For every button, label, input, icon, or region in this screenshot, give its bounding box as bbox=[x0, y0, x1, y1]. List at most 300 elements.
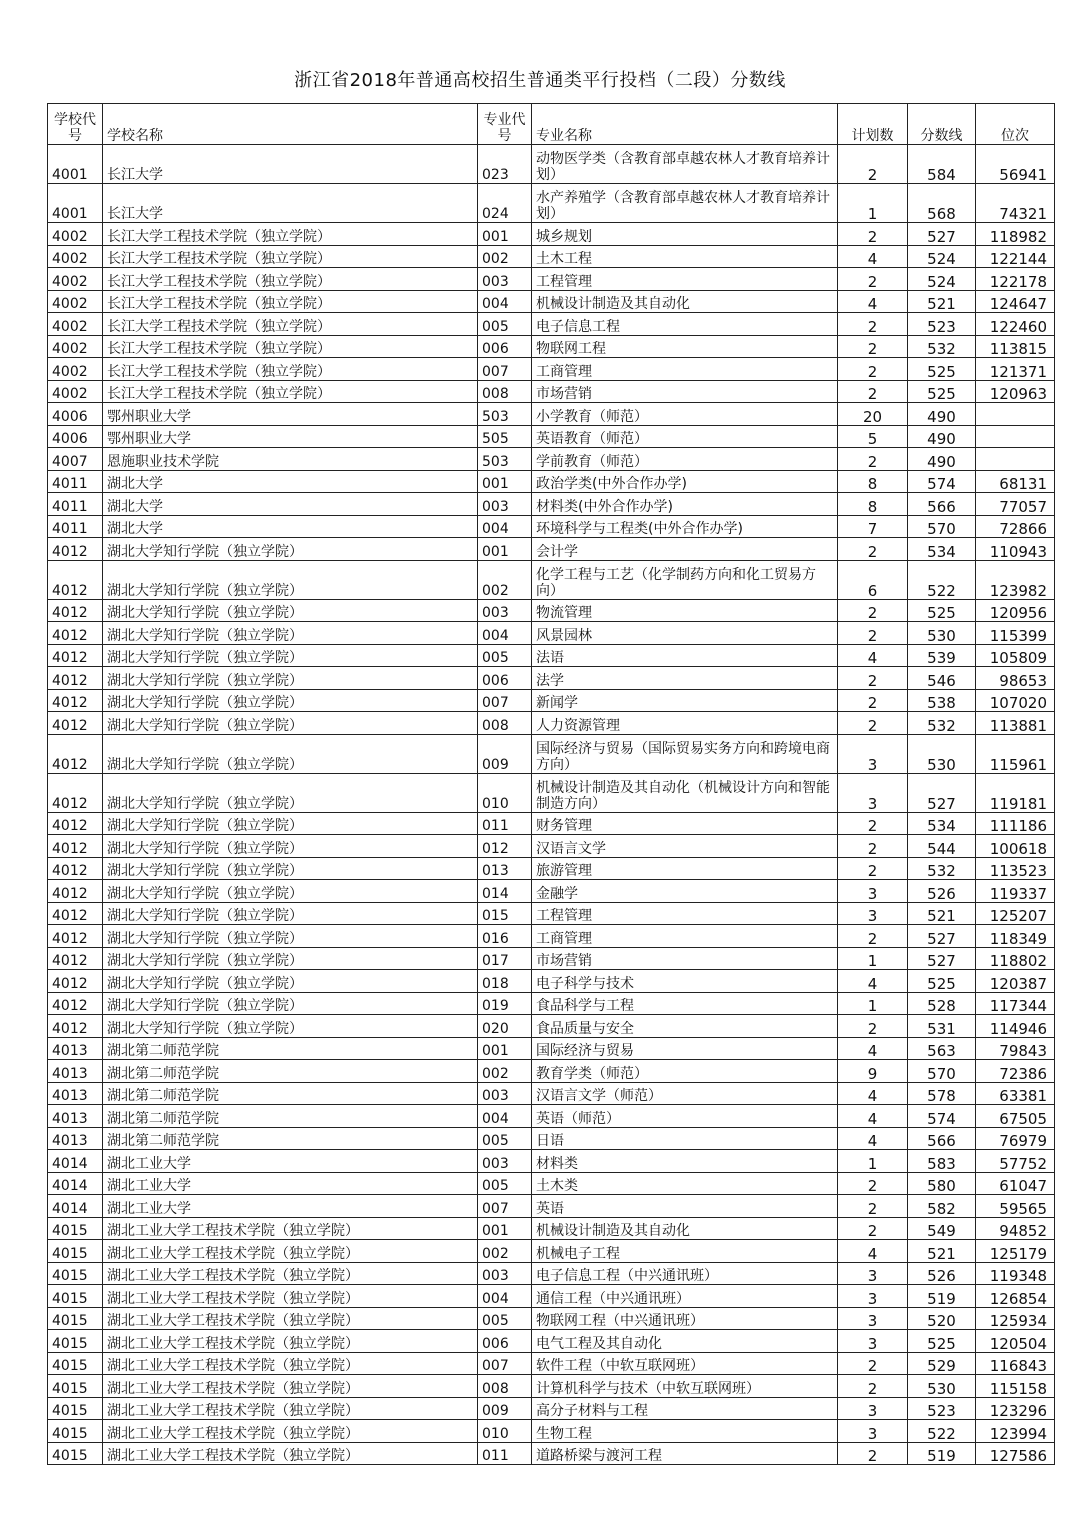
cell-major-code: 005 bbox=[478, 644, 532, 667]
cell-major-code: 004 bbox=[478, 622, 532, 645]
table-row bbox=[48, 335, 1055, 358]
cell-plan: 3 bbox=[838, 1307, 908, 1330]
cell-plan: 1 bbox=[838, 1150, 908, 1173]
cell-plan: 9 bbox=[838, 1060, 908, 1083]
cell-school-name: 湖北大学知行学院（独立学院） bbox=[103, 538, 478, 561]
cell-plan: 6 bbox=[838, 560, 908, 599]
cell-plan: 2 bbox=[838, 1375, 908, 1398]
cell-major-code: 004 bbox=[478, 1285, 532, 1308]
cell-school-name: 湖北工业大学工程技术学院（独立学院） bbox=[103, 1330, 478, 1353]
table-row bbox=[48, 1172, 1055, 1195]
cell-major-code: 010 bbox=[478, 1420, 532, 1443]
cell-school-code: 4012 bbox=[48, 1015, 103, 1038]
cell-major-name: 工程管理 bbox=[532, 268, 838, 291]
cell-major-code: 001 bbox=[478, 1037, 532, 1060]
cell-major-name: 食品质量与安全 bbox=[532, 1015, 838, 1038]
cell-score: 538 bbox=[908, 689, 976, 712]
cell-plan: 3 bbox=[838, 734, 908, 773]
cell-school-name: 湖北大学知行学院（独立学院） bbox=[103, 599, 478, 622]
cell-major-name: 物联网工程（中兴通讯班） bbox=[532, 1307, 838, 1330]
cell-score: 522 bbox=[908, 560, 976, 599]
cell-rank: 113815 bbox=[976, 335, 1055, 358]
cell-school-code: 4012 bbox=[48, 667, 103, 690]
cell-school-code: 4015 bbox=[48, 1307, 103, 1330]
table-row bbox=[48, 1037, 1055, 1060]
cell-plan: 2 bbox=[838, 925, 908, 948]
cell-score: 566 bbox=[908, 493, 976, 516]
cell-school-name: 湖北工业大学工程技术学院（独立学院） bbox=[103, 1397, 478, 1420]
cell-plan: 1 bbox=[838, 992, 908, 1015]
cell-major-name: 通信工程（中兴通讯班） bbox=[532, 1285, 838, 1308]
cell-rank: 122460 bbox=[976, 313, 1055, 336]
cell-school-code: 4015 bbox=[48, 1285, 103, 1308]
cell-rank: 63381 bbox=[976, 1082, 1055, 1105]
cell-major-code: 003 bbox=[478, 493, 532, 516]
table-row bbox=[48, 857, 1055, 880]
cell-plan: 3 bbox=[838, 773, 908, 812]
table-row bbox=[48, 268, 1055, 291]
cell-major-name: 工商管理 bbox=[532, 925, 838, 948]
cell-rank: 119348 bbox=[976, 1262, 1055, 1285]
cell-score: 524 bbox=[908, 245, 976, 268]
cell-plan: 2 bbox=[838, 1172, 908, 1195]
cell-school-code: 4002 bbox=[48, 335, 103, 358]
cell-rank bbox=[976, 425, 1055, 448]
cell-school-name: 湖北大学 bbox=[103, 515, 478, 538]
cell-major-name: 市场营销 bbox=[532, 380, 838, 403]
cell-major-code: 004 bbox=[478, 290, 532, 313]
cell-school-code: 4002 bbox=[48, 380, 103, 403]
cell-school-name: 湖北大学知行学院（独立学院） bbox=[103, 560, 478, 599]
cell-rank: 122144 bbox=[976, 245, 1055, 268]
cell-school-code: 4015 bbox=[48, 1240, 103, 1263]
cell-rank: 117344 bbox=[976, 992, 1055, 1015]
cell-score: 530 bbox=[908, 622, 976, 645]
table-row bbox=[48, 515, 1055, 538]
cell-rank: 118982 bbox=[976, 223, 1055, 246]
cell-school-code: 4015 bbox=[48, 1442, 103, 1465]
table-row bbox=[48, 1352, 1055, 1375]
cell-rank: 113881 bbox=[976, 712, 1055, 735]
table-row bbox=[48, 223, 1055, 246]
table-row bbox=[48, 425, 1055, 448]
cell-school-name: 湖北第二师范学院 bbox=[103, 1105, 478, 1128]
cell-score: 546 bbox=[908, 667, 976, 690]
cell-major-name: 市场营销 bbox=[532, 947, 838, 970]
cell-major-code: 009 bbox=[478, 734, 532, 773]
cell-school-name: 湖北大学知行学院（独立学院） bbox=[103, 992, 478, 1015]
cell-major-code: 001 bbox=[478, 470, 532, 493]
cell-school-name: 湖北工业大学 bbox=[103, 1150, 478, 1173]
cell-score: 566 bbox=[908, 1127, 976, 1150]
cell-score: 531 bbox=[908, 1015, 976, 1038]
cell-plan: 3 bbox=[838, 1397, 908, 1420]
table-row bbox=[48, 1060, 1055, 1083]
cell-score: 578 bbox=[908, 1082, 976, 1105]
cell-school-code: 4013 bbox=[48, 1037, 103, 1060]
cell-major-name: 机械电子工程 bbox=[532, 1240, 838, 1263]
cell-major-code: 018 bbox=[478, 970, 532, 993]
cell-major-code: 002 bbox=[478, 245, 532, 268]
table-row bbox=[48, 812, 1055, 835]
cell-rank: 105809 bbox=[976, 644, 1055, 667]
cell-major-name: 英语 bbox=[532, 1195, 838, 1218]
cell-plan: 2 bbox=[838, 538, 908, 561]
cell-major-code: 005 bbox=[478, 313, 532, 336]
cell-plan: 2 bbox=[838, 599, 908, 622]
cell-plan: 2 bbox=[838, 622, 908, 645]
cell-major-name: 风景园林 bbox=[532, 622, 838, 645]
cell-rank: 125934 bbox=[976, 1307, 1055, 1330]
cell-major-name: 新闻学 bbox=[532, 689, 838, 712]
cell-school-code: 4001 bbox=[48, 145, 103, 184]
header-score: 分数线 bbox=[908, 104, 976, 145]
cell-score: 521 bbox=[908, 1240, 976, 1263]
cell-school-code: 4012 bbox=[48, 835, 103, 858]
cell-plan: 2 bbox=[838, 268, 908, 291]
cell-score: 582 bbox=[908, 1195, 976, 1218]
cell-plan: 2 bbox=[838, 667, 908, 690]
cell-major-code: 007 bbox=[478, 358, 532, 381]
cell-rank: 61047 bbox=[976, 1172, 1055, 1195]
cell-major-code: 008 bbox=[478, 1375, 532, 1398]
cell-major-name: 学前教育（师范） bbox=[532, 448, 838, 471]
cell-score: 583 bbox=[908, 1150, 976, 1173]
table-row bbox=[48, 880, 1055, 903]
cell-major-name: 机械设计制造及其自动化 bbox=[532, 1217, 838, 1240]
cell-school-name: 湖北大学 bbox=[103, 493, 478, 516]
cell-school-code: 4012 bbox=[48, 734, 103, 773]
cell-major-code: 016 bbox=[478, 925, 532, 948]
cell-major-code: 024 bbox=[478, 184, 532, 223]
cell-score: 521 bbox=[908, 902, 976, 925]
cell-score: 574 bbox=[908, 1105, 976, 1128]
cell-major-name: 材料类 bbox=[532, 1150, 838, 1173]
admission-score-table bbox=[47, 103, 1055, 1465]
cell-major-code: 003 bbox=[478, 268, 532, 291]
cell-school-name: 长江大学工程技术学院（独立学院） bbox=[103, 335, 478, 358]
cell-rank: 77057 bbox=[976, 493, 1055, 516]
cell-school-name: 湖北工业大学工程技术学院（独立学院） bbox=[103, 1420, 478, 1443]
header-plan: 计划数 bbox=[838, 104, 908, 145]
table-row bbox=[48, 1262, 1055, 1285]
cell-school-name: 湖北工业大学工程技术学院（独立学院） bbox=[103, 1262, 478, 1285]
cell-rank: 74321 bbox=[976, 184, 1055, 223]
cell-school-code: 4015 bbox=[48, 1262, 103, 1285]
cell-rank: 98653 bbox=[976, 667, 1055, 690]
cell-school-code: 4012 bbox=[48, 812, 103, 835]
cell-major-code: 003 bbox=[478, 1262, 532, 1285]
cell-school-name: 湖北大学知行学院（独立学院） bbox=[103, 622, 478, 645]
cell-major-code: 006 bbox=[478, 667, 532, 690]
cell-score: 521 bbox=[908, 290, 976, 313]
cell-rank: 94852 bbox=[976, 1217, 1055, 1240]
cell-school-name: 湖北大学知行学院（独立学院） bbox=[103, 773, 478, 812]
table-row bbox=[48, 667, 1055, 690]
table-row bbox=[48, 712, 1055, 735]
cell-school-code: 4014 bbox=[48, 1172, 103, 1195]
cell-major-code: 003 bbox=[478, 1082, 532, 1105]
cell-plan: 8 bbox=[838, 470, 908, 493]
cell-rank: 120387 bbox=[976, 970, 1055, 993]
cell-rank: 118349 bbox=[976, 925, 1055, 948]
cell-school-code: 4002 bbox=[48, 358, 103, 381]
cell-major-code: 003 bbox=[478, 1150, 532, 1173]
cell-school-code: 4014 bbox=[48, 1195, 103, 1218]
cell-score: 527 bbox=[908, 223, 976, 246]
cell-school-name: 长江大学工程技术学院（独立学院） bbox=[103, 290, 478, 313]
cell-plan: 3 bbox=[838, 1285, 908, 1308]
cell-major-code: 007 bbox=[478, 1195, 532, 1218]
table-row bbox=[48, 560, 1055, 599]
table-row bbox=[48, 689, 1055, 712]
cell-major-code: 002 bbox=[478, 1240, 532, 1263]
cell-school-name: 湖北大学 bbox=[103, 470, 478, 493]
cell-rank: 123982 bbox=[976, 560, 1055, 599]
cell-major-name: 机械设计制造及其自动化（机械设计方向和智能制造方向） bbox=[532, 773, 838, 812]
cell-rank: 118802 bbox=[976, 947, 1055, 970]
table-row bbox=[48, 448, 1055, 471]
cell-score: 520 bbox=[908, 1307, 976, 1330]
table-row bbox=[48, 1285, 1055, 1308]
cell-school-code: 4012 bbox=[48, 880, 103, 903]
cell-major-name: 水产养殖学（含教育部卓越农林人才教育培养计划） bbox=[532, 184, 838, 223]
cell-major-name: 化学工程与工艺（化学制药方向和化工贸易方向） bbox=[532, 560, 838, 599]
cell-major-code: 002 bbox=[478, 560, 532, 599]
cell-school-name: 湖北工业大学工程技术学院（独立学院） bbox=[103, 1285, 478, 1308]
cell-school-code: 4015 bbox=[48, 1397, 103, 1420]
table-row bbox=[48, 1105, 1055, 1128]
cell-score: 568 bbox=[908, 184, 976, 223]
cell-rank bbox=[976, 403, 1055, 426]
cell-school-code: 4002 bbox=[48, 223, 103, 246]
cell-plan: 4 bbox=[838, 1127, 908, 1150]
table-row bbox=[48, 1330, 1055, 1353]
cell-major-code: 014 bbox=[478, 880, 532, 903]
cell-school-code: 4012 bbox=[48, 925, 103, 948]
table-row bbox=[48, 773, 1055, 812]
cell-major-name: 土木类 bbox=[532, 1172, 838, 1195]
cell-rank: 100618 bbox=[976, 835, 1055, 858]
cell-plan: 2 bbox=[838, 358, 908, 381]
table-row bbox=[48, 947, 1055, 970]
cell-plan: 2 bbox=[838, 448, 908, 471]
table-row bbox=[48, 403, 1055, 426]
cell-school-code: 4012 bbox=[48, 644, 103, 667]
table-row bbox=[48, 245, 1055, 268]
cell-plan: 2 bbox=[838, 1217, 908, 1240]
table-row bbox=[48, 902, 1055, 925]
cell-school-name: 湖北大学知行学院（独立学院） bbox=[103, 689, 478, 712]
cell-school-code: 4006 bbox=[48, 403, 103, 426]
cell-school-name: 湖北第二师范学院 bbox=[103, 1082, 478, 1105]
cell-plan: 2 bbox=[838, 857, 908, 880]
cell-school-name: 长江大学工程技术学院（独立学院） bbox=[103, 313, 478, 336]
cell-major-name: 国际经济与贸易 bbox=[532, 1037, 838, 1060]
cell-rank: 116843 bbox=[976, 1352, 1055, 1375]
cell-major-name: 生物工程 bbox=[532, 1420, 838, 1443]
cell-major-code: 017 bbox=[478, 947, 532, 970]
cell-school-name: 湖北大学知行学院（独立学院） bbox=[103, 835, 478, 858]
cell-major-name: 城乡规划 bbox=[532, 223, 838, 246]
cell-plan: 2 bbox=[838, 1015, 908, 1038]
cell-rank: 114946 bbox=[976, 1015, 1055, 1038]
table-row bbox=[48, 622, 1055, 645]
cell-major-name: 高分子材料与工程 bbox=[532, 1397, 838, 1420]
cell-school-name: 湖北工业大学工程技术学院（独立学院） bbox=[103, 1375, 478, 1398]
cell-major-name: 金融学 bbox=[532, 880, 838, 903]
cell-major-code: 001 bbox=[478, 1217, 532, 1240]
cell-major-name: 旅游管理 bbox=[532, 857, 838, 880]
cell-rank: 57752 bbox=[976, 1150, 1055, 1173]
cell-school-name: 长江大学工程技术学院（独立学院） bbox=[103, 358, 478, 381]
table-row bbox=[48, 1195, 1055, 1218]
cell-score: 584 bbox=[908, 145, 976, 184]
cell-plan: 2 bbox=[838, 689, 908, 712]
cell-major-code: 505 bbox=[478, 425, 532, 448]
table-row bbox=[48, 290, 1055, 313]
cell-school-name: 长江大学工程技术学院（独立学院） bbox=[103, 245, 478, 268]
cell-rank: 127586 bbox=[976, 1442, 1055, 1465]
cell-school-name: 湖北大学知行学院（独立学院） bbox=[103, 902, 478, 925]
cell-school-name: 湖北大学知行学院（独立学院） bbox=[103, 644, 478, 667]
cell-score: 539 bbox=[908, 644, 976, 667]
cell-school-name: 长江大学 bbox=[103, 184, 478, 223]
cell-plan: 8 bbox=[838, 493, 908, 516]
table-row bbox=[48, 835, 1055, 858]
table-row bbox=[48, 599, 1055, 622]
cell-plan: 3 bbox=[838, 1262, 908, 1285]
cell-school-name: 鄂州职业大学 bbox=[103, 403, 478, 426]
cell-school-code: 4013 bbox=[48, 1127, 103, 1150]
cell-major-name: 机械设计制造及其自动化 bbox=[532, 290, 838, 313]
cell-major-code: 001 bbox=[478, 538, 532, 561]
cell-score: 570 bbox=[908, 1060, 976, 1083]
cell-school-code: 4012 bbox=[48, 857, 103, 880]
cell-major-code: 005 bbox=[478, 1172, 532, 1195]
cell-rank: 110943 bbox=[976, 538, 1055, 561]
cell-plan: 1 bbox=[838, 184, 908, 223]
cell-rank: 113523 bbox=[976, 857, 1055, 880]
cell-school-name: 恩施职业技术学院 bbox=[103, 448, 478, 471]
cell-school-code: 4002 bbox=[48, 268, 103, 291]
cell-school-code: 4013 bbox=[48, 1060, 103, 1083]
cell-rank: 72866 bbox=[976, 515, 1055, 538]
cell-score: 525 bbox=[908, 970, 976, 993]
cell-major-name: 动物医学类（含教育部卓越农林人才教育培养计划） bbox=[532, 145, 838, 184]
cell-major-name: 环境科学与工程类(中外合作办学) bbox=[532, 515, 838, 538]
table-header-row bbox=[48, 104, 1055, 145]
cell-school-code: 4012 bbox=[48, 622, 103, 645]
cell-school-name: 长江大学 bbox=[103, 145, 478, 184]
cell-rank: 121371 bbox=[976, 358, 1055, 381]
cell-score: 530 bbox=[908, 1375, 976, 1398]
cell-school-code: 4014 bbox=[48, 1150, 103, 1173]
cell-score: 563 bbox=[908, 1037, 976, 1060]
cell-rank: 120504 bbox=[976, 1330, 1055, 1353]
cell-plan: 20 bbox=[838, 403, 908, 426]
cell-school-name: 湖北大学知行学院（独立学院） bbox=[103, 857, 478, 880]
table-row bbox=[48, 184, 1055, 223]
cell-plan: 4 bbox=[838, 245, 908, 268]
cell-school-code: 4002 bbox=[48, 290, 103, 313]
table-row bbox=[48, 970, 1055, 993]
table-row bbox=[48, 358, 1055, 381]
cell-school-name: 湖北大学知行学院（独立学院） bbox=[103, 712, 478, 735]
cell-rank bbox=[976, 448, 1055, 471]
cell-plan: 4 bbox=[838, 1037, 908, 1060]
cell-score: 522 bbox=[908, 1420, 976, 1443]
cell-plan: 4 bbox=[838, 1082, 908, 1105]
cell-major-code: 004 bbox=[478, 515, 532, 538]
cell-plan: 3 bbox=[838, 880, 908, 903]
cell-plan: 2 bbox=[838, 313, 908, 336]
cell-major-code: 503 bbox=[478, 448, 532, 471]
cell-rank: 119181 bbox=[976, 773, 1055, 812]
cell-school-code: 4012 bbox=[48, 712, 103, 735]
header-major-code: 专业代号 bbox=[478, 104, 532, 145]
cell-school-name: 湖北大学知行学院（独立学院） bbox=[103, 1015, 478, 1038]
cell-school-name: 湖北大学知行学院（独立学院） bbox=[103, 734, 478, 773]
cell-major-code: 009 bbox=[478, 1397, 532, 1420]
cell-school-name: 湖北工业大学工程技术学院（独立学院） bbox=[103, 1240, 478, 1263]
cell-plan: 4 bbox=[838, 1240, 908, 1263]
cell-score: 519 bbox=[908, 1285, 976, 1308]
cell-school-name: 湖北大学知行学院（独立学院） bbox=[103, 667, 478, 690]
cell-plan: 2 bbox=[838, 1352, 908, 1375]
cell-major-code: 010 bbox=[478, 773, 532, 812]
table-row bbox=[48, 145, 1055, 184]
cell-score: 527 bbox=[908, 773, 976, 812]
cell-major-name: 计算机科学与技术（中软互联网班） bbox=[532, 1375, 838, 1398]
cell-score: 530 bbox=[908, 734, 976, 773]
cell-major-code: 011 bbox=[478, 812, 532, 835]
header-rank: 位次 bbox=[976, 104, 1055, 145]
cell-major-name: 电子信息工程（中兴通讯班） bbox=[532, 1262, 838, 1285]
cell-major-code: 003 bbox=[478, 599, 532, 622]
cell-score: 525 bbox=[908, 358, 976, 381]
cell-rank: 76979 bbox=[976, 1127, 1055, 1150]
cell-major-name: 英语（师范） bbox=[532, 1105, 838, 1128]
cell-score: 532 bbox=[908, 335, 976, 358]
cell-school-name: 鄂州职业大学 bbox=[103, 425, 478, 448]
cell-score: 532 bbox=[908, 857, 976, 880]
cell-major-name: 教育学类（师范） bbox=[532, 1060, 838, 1083]
cell-school-name: 湖北第二师范学院 bbox=[103, 1060, 478, 1083]
cell-major-name: 工程管理 bbox=[532, 902, 838, 925]
cell-rank: 122178 bbox=[976, 268, 1055, 291]
cell-school-code: 4011 bbox=[48, 515, 103, 538]
cell-major-name: 法学 bbox=[532, 667, 838, 690]
table-row bbox=[48, 1127, 1055, 1150]
cell-rank: 126854 bbox=[976, 1285, 1055, 1308]
cell-major-code: 015 bbox=[478, 902, 532, 925]
cell-school-code: 4002 bbox=[48, 313, 103, 336]
cell-plan: 4 bbox=[838, 1105, 908, 1128]
cell-score: 527 bbox=[908, 947, 976, 970]
cell-major-code: 008 bbox=[478, 380, 532, 403]
cell-rank: 125179 bbox=[976, 1240, 1055, 1263]
cell-rank: 115158 bbox=[976, 1375, 1055, 1398]
cell-rank: 68131 bbox=[976, 470, 1055, 493]
cell-school-name: 湖北工业大学工程技术学院（独立学院） bbox=[103, 1307, 478, 1330]
table-row bbox=[48, 538, 1055, 561]
cell-plan: 3 bbox=[838, 1420, 908, 1443]
cell-score: 490 bbox=[908, 403, 976, 426]
cell-school-code: 4011 bbox=[48, 493, 103, 516]
cell-score: 534 bbox=[908, 538, 976, 561]
cell-score: 523 bbox=[908, 1397, 976, 1420]
